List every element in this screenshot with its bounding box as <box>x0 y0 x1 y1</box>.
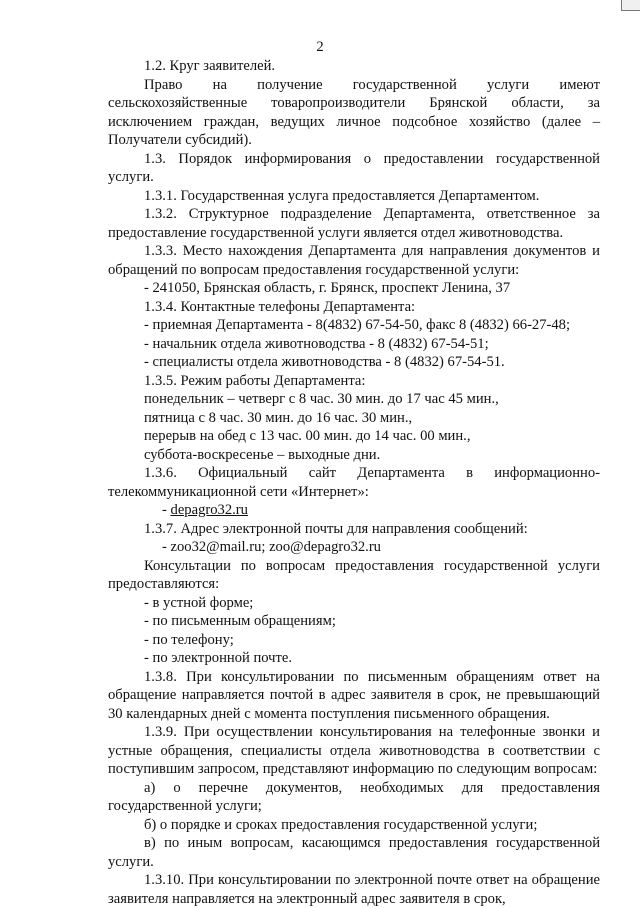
paragraph-1-3-2: 1.3.2. Структурное подразделение Департамента, ответственное за предоставление государственной услуги является отдел животноводства. <box>108 206 600 241</box>
consultation-oral: - в устной форме; <box>144 594 254 611</box>
section-heading-1-3: 1.3. Порядок информирования о предоставлении государственной услуги. <box>108 150 600 185</box>
schedule-mon-thu: понедельник – четверг с 8 час. 30 мин. до 17 час 45 мин., <box>144 391 499 407</box>
paragraph-1-3-10: 1.3.10. При консультировании по электронной почте ответ на обращение заявителя направляется на электронный адрес заявителя в срок, <box>108 872 600 907</box>
schedule-lunch: перерыв на обед с 13 час. 00 мин. до 14 час. 00 мин., <box>144 428 471 444</box>
paragraph-1-3-8: 1.3.8. При консультировании по письменным обращениям ответ на обращение направляется почтой в адрес заявителя в срок, не превышающий 30 календарных дней с момента поступления письменного обращения. <box>108 668 600 722</box>
list-item-a: а) о перечне документов, необходимых для предоставления государственной услуги; <box>108 779 600 814</box>
paragraph-consultations: Консультации по вопросам предоставления государственной услуги предоставляются: <box>108 557 600 592</box>
phone-specialists: - специалисты отдела животноводства - 8 (4832) 67-54-51. <box>144 354 505 370</box>
paragraph-applicants: Право на получение государственной услуги имеют сельскохозяйственные товаропроизводители Брянской области, за исключением граждан, ведущих личное подсобное хозяйство (далее – Получатели субсидий). <box>108 76 600 148</box>
section-heading-1-2: 1.2. Круг заявителей. <box>144 58 276 74</box>
paragraph-1-3-4: 1.3.4. Контактные телефоны Департамента: <box>144 298 416 315</box>
paragraph-1-3-7: 1.3.7. Адрес электронной почты для направления сообщений: <box>144 520 528 537</box>
schedule-weekend: суббота-воскресенье – выходные дни. <box>144 446 381 463</box>
phone-reception: - приемная Департамента - 8(4832) 67-54-50, факс 8 (4832) 66-27-48; <box>144 317 571 333</box>
email-addresses: zoo32@mail.ru; zoo@depagro32.ru <box>170 539 381 555</box>
email-item: - zoo32@mail.ru; zoo@depagro32.ru <box>162 539 381 555</box>
list-item-b: б) о порядке и сроках предоставления государственной услуги; <box>144 816 538 833</box>
website-item: - depagro32.ru <box>162 502 248 518</box>
document-body <box>108 57 600 908</box>
list-item-c: в) по иным вопросам, касающимся предоставления государственной услуги. <box>108 835 600 870</box>
consultation-email: - по электронной почте. <box>144 650 293 666</box>
consultation-phone: - по телефону; <box>144 631 234 648</box>
paragraph-1-3-3: 1.3.3. Место нахождения Департамента для направления документов и обращений по вопросам предоставления государственной услуги: <box>108 243 600 278</box>
paragraph-1-3-5: 1.3.5. Режим работы Департамента: <box>144 372 366 389</box>
paragraph-1-3-9: 1.3.9. При осуществлении консультирования на телефонные звонки и устные обращения, специалисты отдела животноводства в соответствии с поступившим запросом, представляют информацию по следующим вопросам: <box>108 724 600 777</box>
address-line: - 241050, Брянская область, г. Брянск, проспект Ленина, 37 <box>144 280 511 296</box>
consultation-written: - по письменным обращениям; <box>144 613 336 629</box>
phone-head: - начальник отдела животноводства - 8 (4832) 67-54-51; <box>144 335 489 352</box>
schedule-fri: пятница с 8 час. 30 мин. до 16 час. 30 мин., <box>144 409 413 426</box>
page-number: 2 <box>316 39 324 55</box>
website-link[interactable]: depagro32.ru <box>170 502 248 518</box>
paragraph-1-3-1: 1.3.1. Государственная услуга предоставляется Департаментом. <box>144 187 540 204</box>
page-corner-mark <box>621 0 640 11</box>
paragraph-1-3-6: 1.3.6. Официальный сайт Департамента в информационно-телекоммуникационной сети «Интернет»: <box>108 465 600 500</box>
